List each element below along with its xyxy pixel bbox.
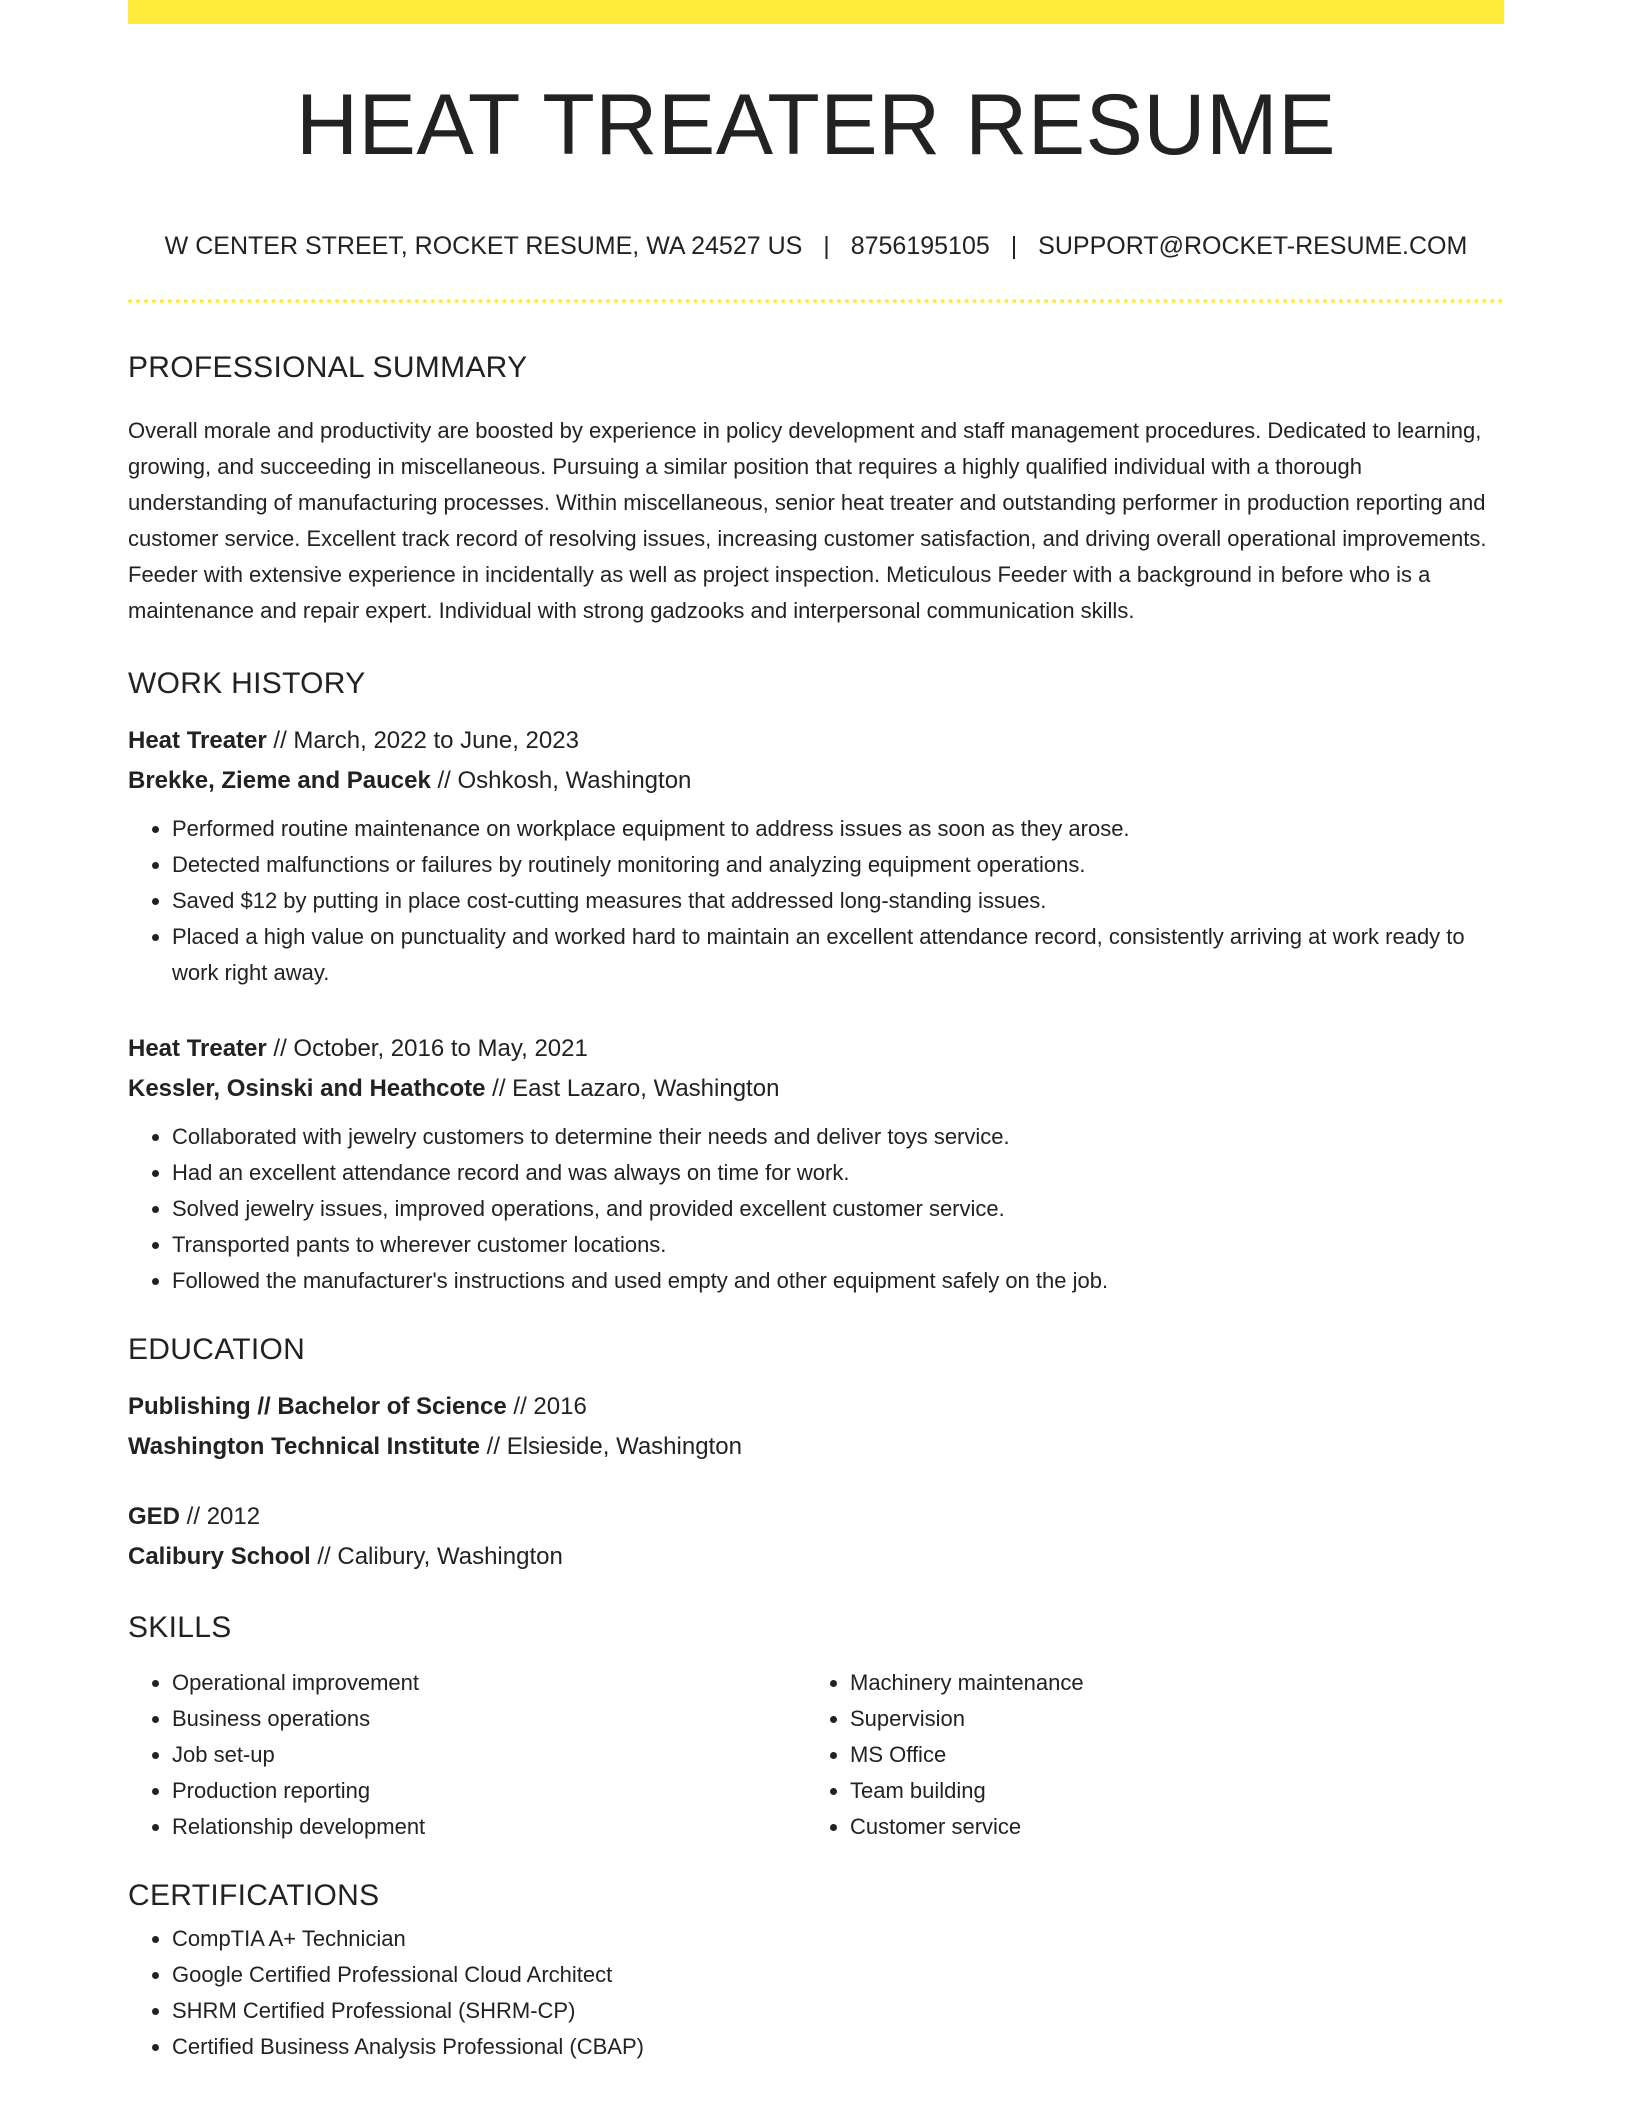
skills-column-right — [806, 1665, 1484, 1845]
education-school-line — [128, 1537, 1504, 1577]
certifications-list — [128, 1921, 1504, 2065]
education-degree-line — [128, 1387, 1504, 1427]
summary-text: Overall morale and productivity are boosted by experience in policy development and staff management procedures. Dedicated to learning, growing, and succeeding in miscellaneous. Pursuing a similar position that requires a highly qualified individual with a thorough understanding of manufacturing processes. Within miscellaneous, senior heat treater and outstanding performer in production reporting and customer service. Excellent track record of resolving issues, increasing customer satisfaction, and driving overall operational improvements. Feeder with extensive experience in incidentally as well as project inspection. Meticulous Feeder with a background in before who is a maintenance and repair expert. Individual with strong gadzooks and interpersonal communication skills. — [128, 418, 1487, 623]
job-bullets — [128, 1119, 1504, 1299]
job-role-line — [128, 1029, 1504, 1069]
skills-column-left — [128, 1665, 806, 1845]
job-entry — [128, 721, 1504, 991]
job-company: Brekke, Zieme and Paucek — [128, 767, 431, 794]
job-company-line — [128, 761, 1504, 801]
list-item: • Performed routine maintenance on workplace equipment to address issues as soon as they arose. — [172, 811, 1504, 847]
section-title-work: WORK HISTORY — [128, 667, 366, 700]
list-item: • Had an excellent attendance record and was always on time for work. — [172, 1155, 1504, 1191]
contact-phone: 8756195105 — [850, 232, 990, 260]
job-location: // East Lazaro, Washington — [485, 1075, 780, 1102]
job-role: Heat Treater — [128, 727, 267, 754]
job-entry — [128, 1029, 1504, 1299]
contact-address: W CENTER STREET, ROCKET RESUME, WA 24527 US — [164, 232, 803, 260]
certification-item: • Certified Business Analysis Professional (CBAP) — [172, 2029, 1504, 2065]
skill-item: • Business operations — [172, 1701, 806, 1737]
job-dates: // March, 2022 to June, 2023 — [266, 727, 579, 754]
list-item: • Solved jewelry issues, improved operations, and provided excellent customer service. — [172, 1191, 1504, 1227]
education-entry — [128, 1497, 1504, 1577]
education-location: // Elsieside, Washington — [480, 1433, 742, 1460]
job-location: // Oshkosh, Washington — [430, 767, 692, 794]
contact-email: SUPPORT@ROCKET-RESUME.COM — [1038, 232, 1468, 260]
certification-item: • Google Certified Professional Cloud Architect — [172, 1957, 1504, 1993]
skill-item: • Customer service — [850, 1809, 1484, 1845]
job-bullets — [128, 811, 1504, 991]
skill-item: • Supervision — [850, 1701, 1484, 1737]
job-dates: // October, 2016 to May, 2021 — [266, 1035, 588, 1062]
list-item: • Transported pants to wherever customer locations. — [172, 1227, 1504, 1263]
section-title-summary: PROFESSIONAL SUMMARY — [128, 351, 528, 384]
skill-item: • MS Office — [850, 1737, 1484, 1773]
education-degree: Publishing // Bachelor of Science — [128, 1393, 507, 1420]
resume-title: HEAT TREATER RESUME — [295, 77, 1337, 173]
header-divider — [128, 299, 1504, 303]
resume-page — [128, 0, 1504, 2065]
contact-separator: | — [1010, 232, 1018, 260]
list-item: • Collaborated with jewelry customers to determine their needs and deliver toys service. — [172, 1119, 1504, 1155]
education-year: // 2016 — [506, 1393, 587, 1420]
education-year: // 2012 — [180, 1503, 261, 1530]
education-school-line — [128, 1427, 1504, 1467]
job-company: Kessler, Osinski and Heathcote — [128, 1075, 486, 1102]
education-location: // Calibury, Washington — [310, 1543, 563, 1570]
skill-item: • Production reporting — [172, 1773, 806, 1809]
education-degree: GED — [128, 1503, 181, 1530]
list-item: • Detected malfunctions or failures by routinely monitoring and analyzing equipment operations. — [172, 847, 1504, 883]
education-degree-line — [128, 1497, 1504, 1537]
contact-separator: | — [823, 232, 830, 260]
education-school: Calibury School — [128, 1543, 311, 1570]
skill-item: • Relationship development — [172, 1809, 806, 1845]
job-role-line — [128, 721, 1504, 761]
job-company-line — [128, 1069, 1504, 1109]
education-entry — [128, 1387, 1504, 1467]
section-title-education: EDUCATION — [128, 1333, 306, 1366]
skill-item: • Operational improvement — [172, 1665, 806, 1701]
job-role: Heat Treater — [128, 1035, 267, 1062]
contact-line — [128, 234, 1504, 259]
list-item: • Followed the manufacturer's instructions and used empty and other equipment safely on the job. — [172, 1263, 1504, 1299]
skill-item: • Job set-up — [172, 1737, 806, 1773]
section-title-skills: SKILLS — [128, 1611, 232, 1644]
skill-item: • Team building — [850, 1773, 1484, 1809]
section-title-certifications: CERTIFICATIONS — [128, 1879, 380, 1912]
certification-item: • CompTIA A+ Technician — [172, 1921, 1504, 1957]
skill-item: • Machinery maintenance — [850, 1665, 1484, 1701]
top-accent-bar — [128, 0, 1504, 24]
list-item: • Saved $12 by putting in place cost-cutting measures that addressed long-standing issues. — [172, 883, 1504, 919]
list-item: • Placed a high value on punctuality and worked hard to maintain an excellent attendance record, consistently arriving at work ready to work right away. — [172, 919, 1504, 991]
education-school: Washington Technical Institute — [128, 1433, 481, 1460]
certification-item: • SHRM Certified Professional (SHRM-CP) — [172, 1993, 1504, 2029]
skills-grid — [128, 1665, 1504, 1845]
